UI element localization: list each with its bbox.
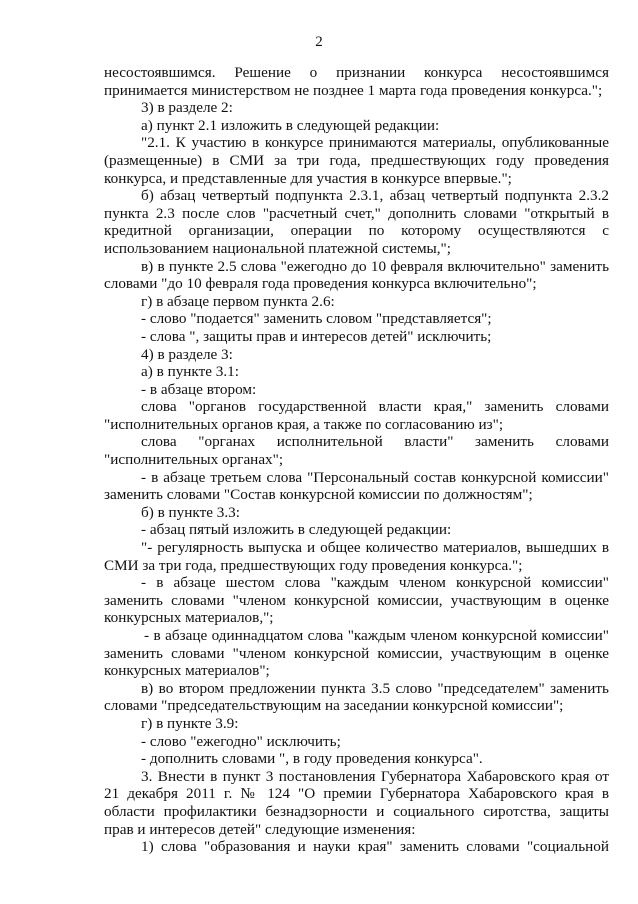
text-line: несостоявшимся. Решение о признании конкурса несостоявшимся (104, 64, 609, 81)
page-number: 2 (315, 34, 323, 50)
text-line: г) в пункте 3.9: (141, 714, 239, 732)
text-line: "- регулярность выпуска и общее количество материалов, вышедших в (141, 539, 609, 557)
text-line: - в абзаце одиннадцатом слова "каждым членом конкурсной комиссии" (144, 627, 609, 644)
text-line: 1) слова "образования и науки края" заменить словами "социальной (141, 838, 609, 856)
text-line: в) в пункте 2.5 слова "ежегодно до 10 февраля включительно" заменить (141, 257, 609, 275)
text-line: слова "органов государственной власти края," заменить словами (141, 398, 609, 416)
text-line: "исполнительных органах"; (104, 451, 284, 469)
text-line: - слово "ежегодно" исключить; (141, 732, 341, 750)
text-line: - слова ", защиты прав и интересов детей" исключить; (141, 327, 492, 345)
text-line: заменить словами "членом конкурсной комиссии, участвующим в оценке (104, 644, 609, 662)
text-line: области профилактики безнадзорности и социального сиротства, защиты (104, 802, 609, 820)
text-line: 4) в разделе 3: (141, 345, 233, 363)
text-line: прав и интересов детей" следующие изменения: (104, 820, 416, 838)
text-line: - абзац пятый изложить в следующей редакции: (141, 521, 452, 539)
text-line: заменить словами "членом конкурсной комиссии, участвующим в оценке (104, 591, 609, 609)
text-line: конкурсных материалов,"; (104, 609, 274, 627)
text-line: б) абзац четвертый подпункта 2.3.1, абзац четвертый подпункта 2.3.2 (141, 187, 609, 205)
text-line: - в абзаце втором: (141, 380, 257, 398)
text-line: пункта 2.3 после слов "расчетный счет," дополнить словами "открытый в (104, 204, 609, 222)
text-line: принимается министерством не позднее 1 марта года проведения конкурса."; (104, 81, 603, 99)
text-line: использованием национальной платежной системы,"; (104, 239, 451, 257)
text-line: 21 декабря 2011 г. № 124 "О премии Губернатора Хабаровского края в (104, 785, 609, 803)
text-line: конкурса, и представленные для участия в конкурсе впервые."; (104, 169, 512, 187)
text-line: б) в пункте 3.3: (141, 503, 240, 521)
text-line: а) в пункте 3.1: (141, 363, 239, 381)
text-line: а) пункт 2.1 изложить в следующей редакции: (141, 116, 440, 134)
text-line: - слово "подается" заменить словом "представляется"; (141, 310, 492, 328)
document-body (104, 64, 609, 856)
text-line: словами "председательствующим на заседании конкурсной комиссии"; (104, 697, 564, 715)
text-line: - в абзаце третьем слова "Персональный состав конкурсной комиссии" (141, 468, 609, 486)
text-line: СМИ за три года, предшествующих году проведения конкурса."; (104, 556, 523, 574)
text-line: "исполнительных органов края, а также по согласованию из"; (104, 415, 504, 433)
text-line: словами "до 10 февраля года проведения конкурса включительно"; (104, 275, 537, 293)
text-line: 3) в разделе 2: (141, 99, 233, 117)
text-line: конкурсных материалов"; (104, 662, 270, 680)
text-line: - дополнить словами ", в году проведения конкурса". (141, 750, 483, 768)
text-line: в) во втором предложении пункта 3.5 слово "председателем" заменить (141, 679, 609, 697)
text-line: - в абзаце шестом слова "каждым членом конкурсной комиссии" (141, 574, 609, 592)
text-line: кредитной организации, операции по которому осуществляются с (104, 222, 609, 240)
text-line: заменить словами "Состав конкурсной комиссии по должностям"; (104, 486, 533, 504)
text-line: 3. Внести в пункт 3 постановления Губернатора Хабаровского края от (141, 767, 609, 785)
text-line: "2.1. К участию в конкурсе принимаются материалы, опубликованные (141, 134, 609, 152)
text-line: г) в абзаце первом пункта 2.6: (141, 292, 335, 310)
text-line: (размещенные) в СМИ за три года, предшествующих году проведения (104, 151, 609, 169)
text-line: слова "органах исполнительной власти" заменить словами (141, 433, 609, 451)
